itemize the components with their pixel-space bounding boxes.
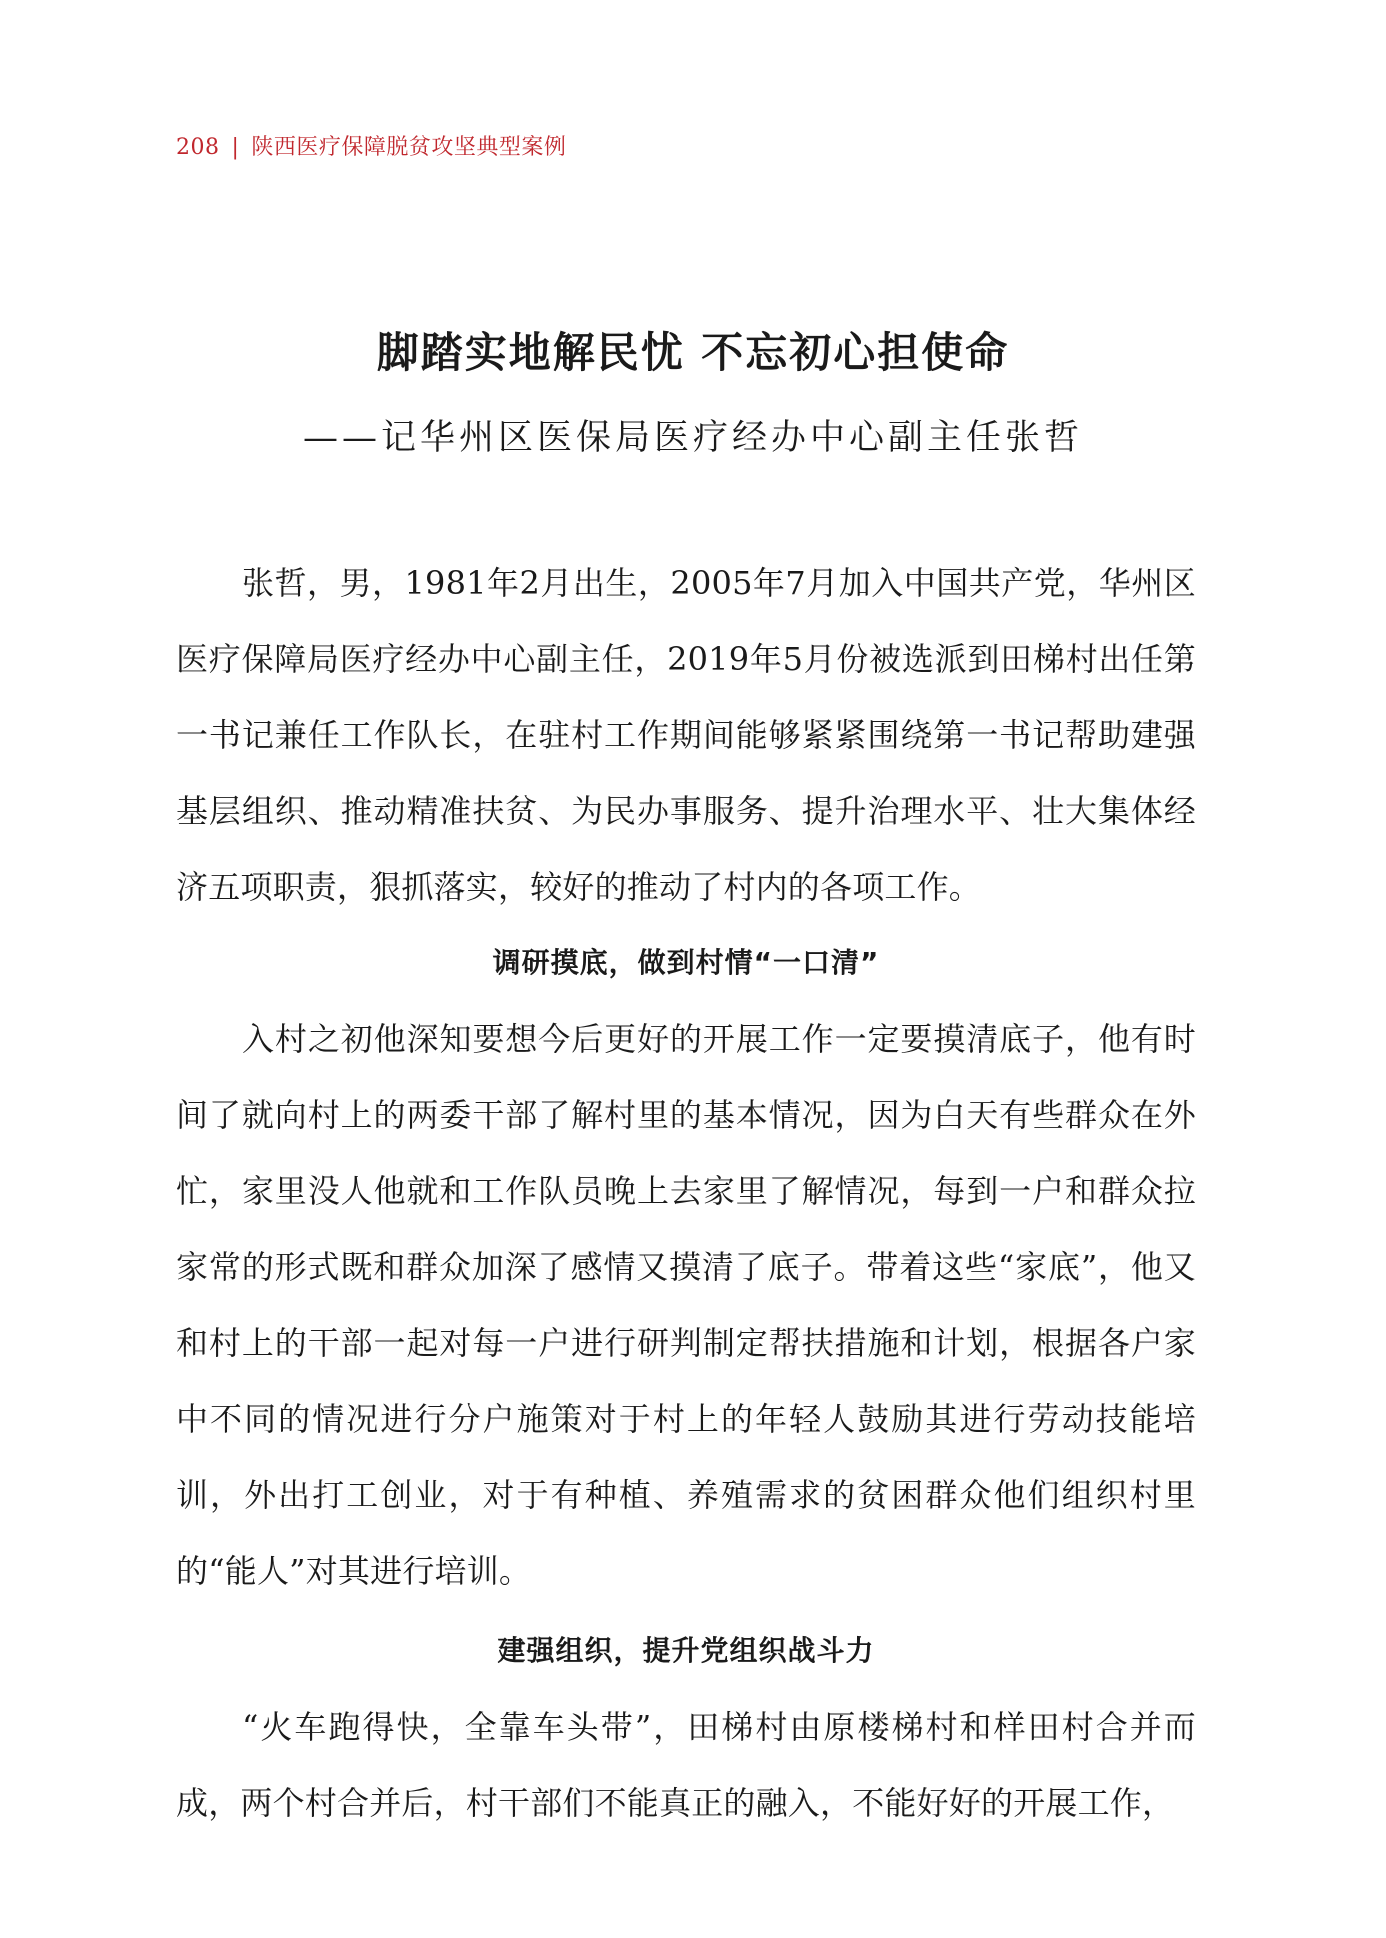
intro-paragraph: 张哲，男，1981年2月出生，2005年7月加入中国共产党，华州区医疗保障局医疗经办中心副主任，2019年5月份被选派到田梯村出任第一书记兼任工作队长，在驻村工作期间能够紧紧围绕第一书记帮助建强基层组织、推动精准扶贫、为民办事服务、提升治理水平、壮大集体经济五项职责，狠抓落实，较好的推动了村内的各项工作。 xyxy=(176,564,1196,906)
section-heading-research: 调研摸底，做到村情“一口清” xyxy=(492,946,880,979)
running-header xyxy=(176,130,566,161)
section-paragraph-organization: “火车跑得快，全靠车头带”，田梯村由原楼梯村和样田村合并而成，两个村合并后，村干部们不能真正的融入，不能好好的开展工作， xyxy=(176,1708,1196,1822)
section-paragraph-research: 入村之初他深知要想今后更好的开展工作一定要摸清底子，他有时间了就向村上的两委干部了解村里的基本情况，因为白天有些群众在外忙，家里没人他就和工作队员晚上去家里了解情况，每到一户和群众拉家常的形式既和群众加深了感情又摸清了底子。带着这些“家底”，他又和村上的干部一起对每一户进行研判制定帮扶措施和计划，根据各户家中不同的情况进行分户施策对于村上的年轻人鼓励其进行劳动技能培训，外出打工创业，对于有种植、养殖需求的贫困群众他们组织村里的“能人”对其进行培训。 xyxy=(176,1020,1196,1590)
article-body xyxy=(176,545,1196,1841)
article-subtitle: ——记华州区医保局医疗经办中心副主任张哲 xyxy=(302,418,1083,458)
section-heading-organization: 建强组织，提升党组织战斗力 xyxy=(497,1634,875,1667)
header-separator: | xyxy=(231,135,240,160)
book-title: 陕西医疗保障脱贫攻坚典型案例 xyxy=(251,135,567,160)
page-number: 208 xyxy=(176,135,220,160)
article-title: 脚踏实地解民忧 不忘初心担使命 xyxy=(376,328,1010,377)
